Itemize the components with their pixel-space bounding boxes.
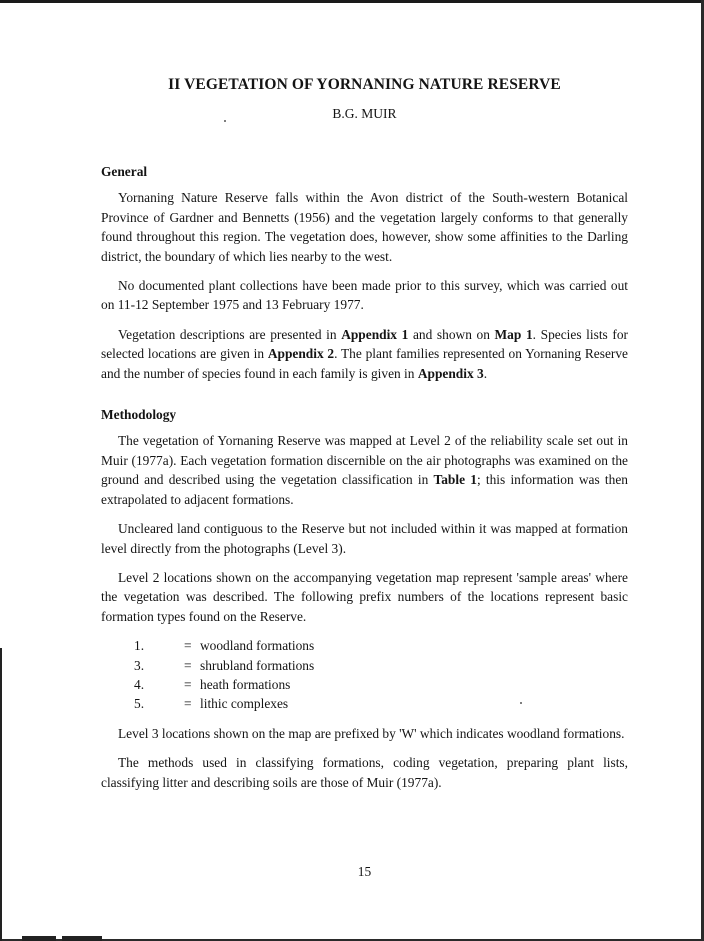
paragraph: Level 2 locations shown on the accompanying vegetation map represent 'sample areas' where the vegetation was described. The following prefix numbers of the locations represent basic formation types found on the Reserve. <box>101 569 628 624</box>
scan-mark-foot <box>22 936 56 941</box>
appendix-reference: Appendix 2 <box>267 346 335 362</box>
code-number: 3. <box>134 657 145 673</box>
text-run: and shown on <box>408 326 495 342</box>
code-description: woodland formations <box>200 638 315 654</box>
code-description: shrubland formations <box>200 657 315 673</box>
scan-mark-left <box>0 648 2 941</box>
paragraph: No documented plant collections have been made prior to this survey, which was carried out on 11-12 September 1975 and 13 February 1977. <box>101 278 628 313</box>
text-run: . The plant families represented on Yornaning Reserve and the number of species found in each family is given in <box>101 346 628 381</box>
paragraph: Uncleared land contiguous to the Reserve but not included within it was mapped at formation level directly from the photographs (Level 3). <box>101 521 628 556</box>
page-number: 15 <box>357 864 372 879</box>
page-title: II VEGETATION OF YORNANING NATURE RESERVE <box>168 76 561 93</box>
section-heading-methodology: Methodology <box>101 407 177 423</box>
code-equals: = <box>184 638 192 654</box>
text-run: . <box>483 365 488 381</box>
text-run: . Species lists for selected locations are given in <box>101 326 628 362</box>
scan-mark-foot <box>62 936 102 941</box>
code-number: 1. <box>134 638 145 654</box>
list-item <box>134 694 628 713</box>
paragraph: The methods used in classifying formations, coding vegetation, preparing plant lists, classifying litter and describing soils are those of Muir (1977a). <box>101 755 628 790</box>
code-equals: = <box>184 676 192 692</box>
formation-code-list <box>101 636 628 714</box>
list-item <box>134 675 628 694</box>
section-heading-general: General <box>101 164 148 179</box>
scan-edge-top <box>0 0 704 3</box>
list-item <box>134 636 628 655</box>
appendix-reference: Appendix 3 <box>417 365 484 381</box>
list-item <box>134 656 628 675</box>
section-gap <box>101 393 628 405</box>
text-run: The vegetation of Yornaning Reserve was mapped at Level 2 of the reliability scale set out in Muir (1977a). Each vegetation formation discernible on the air photographs was examined on the ground and described using the vegetation classification in <box>101 433 628 488</box>
text-run: Vegetation descriptions are presented in <box>118 326 342 342</box>
text-run: ; this information was then extrapolated to adjacent formations. <box>101 472 628 507</box>
code-equals: = <box>184 657 192 673</box>
code-number: 5. <box>134 696 145 712</box>
body-text <box>101 162 628 802</box>
table-reference: Table 1 <box>433 472 477 488</box>
appendix-reference: Appendix 1 <box>341 326 409 342</box>
paragraph <box>101 431 628 509</box>
paragraph <box>101 325 628 383</box>
code-description: heath formations <box>200 676 291 692</box>
paragraph: Level 3 locations shown on the map are prefixed by 'W' which indicates woodland formations. <box>118 725 625 741</box>
author-name: B.G. MUIR <box>332 106 397 121</box>
code-description: lithic complexes <box>200 696 289 712</box>
code-equals: = <box>184 696 192 712</box>
paragraph: Yornaning Nature Reserve falls within the Avon district of the South-western Botanical Province of Gardner and Bennetts (1956) and the vegetation largely conforms to that generally found throughout this region. The vegetation does, however, show some affinities to the Darling district, the boundary of which lies nearby to the west. <box>101 190 628 264</box>
code-number: 4. <box>134 676 145 692</box>
map-reference: Map 1 <box>494 326 533 342</box>
